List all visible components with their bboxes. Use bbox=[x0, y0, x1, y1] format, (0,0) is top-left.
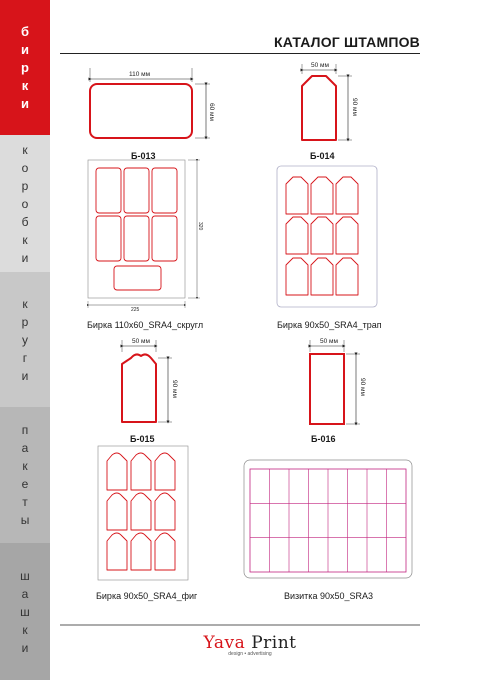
b015-sheet-layout bbox=[98, 446, 188, 580]
b013-tag-shape bbox=[90, 68, 210, 138]
b015-caption: Бирка 90x50_SRA4_фиг bbox=[96, 591, 198, 601]
tab-letter: и bbox=[21, 250, 29, 265]
b014-width-label: 50 мм bbox=[311, 62, 329, 69]
tab-letter: ы bbox=[20, 513, 30, 527]
b016-sheet-layout bbox=[244, 460, 412, 578]
brand-second: Print bbox=[251, 633, 297, 653]
b015-tag-shape bbox=[122, 340, 172, 422]
b014-tag-shape bbox=[302, 64, 352, 140]
b016-height-label: 90 мм bbox=[359, 378, 366, 396]
tab-letter: о bbox=[21, 196, 29, 211]
tab-letter: б bbox=[20, 23, 30, 39]
tab-letter: б bbox=[21, 214, 29, 229]
tab-letter: у bbox=[21, 332, 28, 347]
tab-letter: т bbox=[22, 495, 28, 509]
tab-letter: а bbox=[21, 441, 29, 455]
b013-sheet-height-label: 320 bbox=[197, 222, 203, 231]
tab-letter: р bbox=[21, 178, 29, 193]
tab-letter: р bbox=[21, 59, 29, 75]
tab-letter: о bbox=[21, 160, 29, 175]
brand-tagline: design • advertising bbox=[228, 651, 272, 657]
tab-letter: п bbox=[21, 423, 29, 437]
tab-letter: а bbox=[21, 586, 29, 601]
b016-tag-shape bbox=[310, 340, 360, 424]
tab-letter: к bbox=[21, 77, 29, 93]
tab-letter: ш bbox=[20, 568, 30, 583]
b016-code: Б-016 bbox=[311, 434, 336, 444]
tab-letter: к bbox=[22, 622, 28, 637]
footer-logo bbox=[190, 633, 310, 657]
tab-letter: и bbox=[21, 368, 29, 383]
b013-caption: Бирка 110x60_SRA4_скругл bbox=[87, 320, 204, 330]
b014-height-label: 90 мм bbox=[351, 98, 358, 116]
tab-letter: и bbox=[21, 41, 29, 57]
b013-height-label: 60 мм bbox=[208, 103, 215, 121]
b016-caption: Визитка 90x50_SRA3 bbox=[284, 591, 373, 601]
tab-letter: к bbox=[22, 296, 28, 311]
b014-code: Б-014 bbox=[310, 151, 335, 161]
b014-caption: Бирка 90x50_SRA4_трап bbox=[277, 320, 382, 330]
tab-letter: к bbox=[22, 142, 28, 157]
b015-width-label: 50 мм bbox=[132, 338, 150, 345]
b013-sheet-width-label: 225 bbox=[131, 307, 140, 313]
tab-letter: к bbox=[22, 459, 28, 473]
tab-letter: е bbox=[21, 477, 29, 491]
b013-code: Б-013 bbox=[131, 151, 156, 161]
b013-width-label: 110 мм bbox=[129, 71, 151, 78]
page-title: КАТАЛОГ ШТАМПОВ bbox=[273, 34, 420, 50]
brand-wordmark bbox=[190, 633, 310, 653]
tab-letter: р bbox=[21, 314, 29, 329]
tab-letter: ш bbox=[20, 604, 30, 619]
tab-letter: г bbox=[22, 350, 28, 365]
tab-letter: и bbox=[21, 640, 29, 655]
b016-width-label: 50 мм bbox=[320, 338, 338, 345]
b015-code: Б-015 bbox=[130, 434, 155, 444]
b014-sheet-layout bbox=[277, 166, 377, 307]
tab-letter: к bbox=[22, 232, 28, 247]
tab-letter: и bbox=[21, 95, 29, 111]
brand-first: Yava bbox=[203, 633, 246, 653]
b015-height-label: 90 мм bbox=[171, 380, 178, 398]
b013-sheet-layout bbox=[88, 160, 200, 308]
